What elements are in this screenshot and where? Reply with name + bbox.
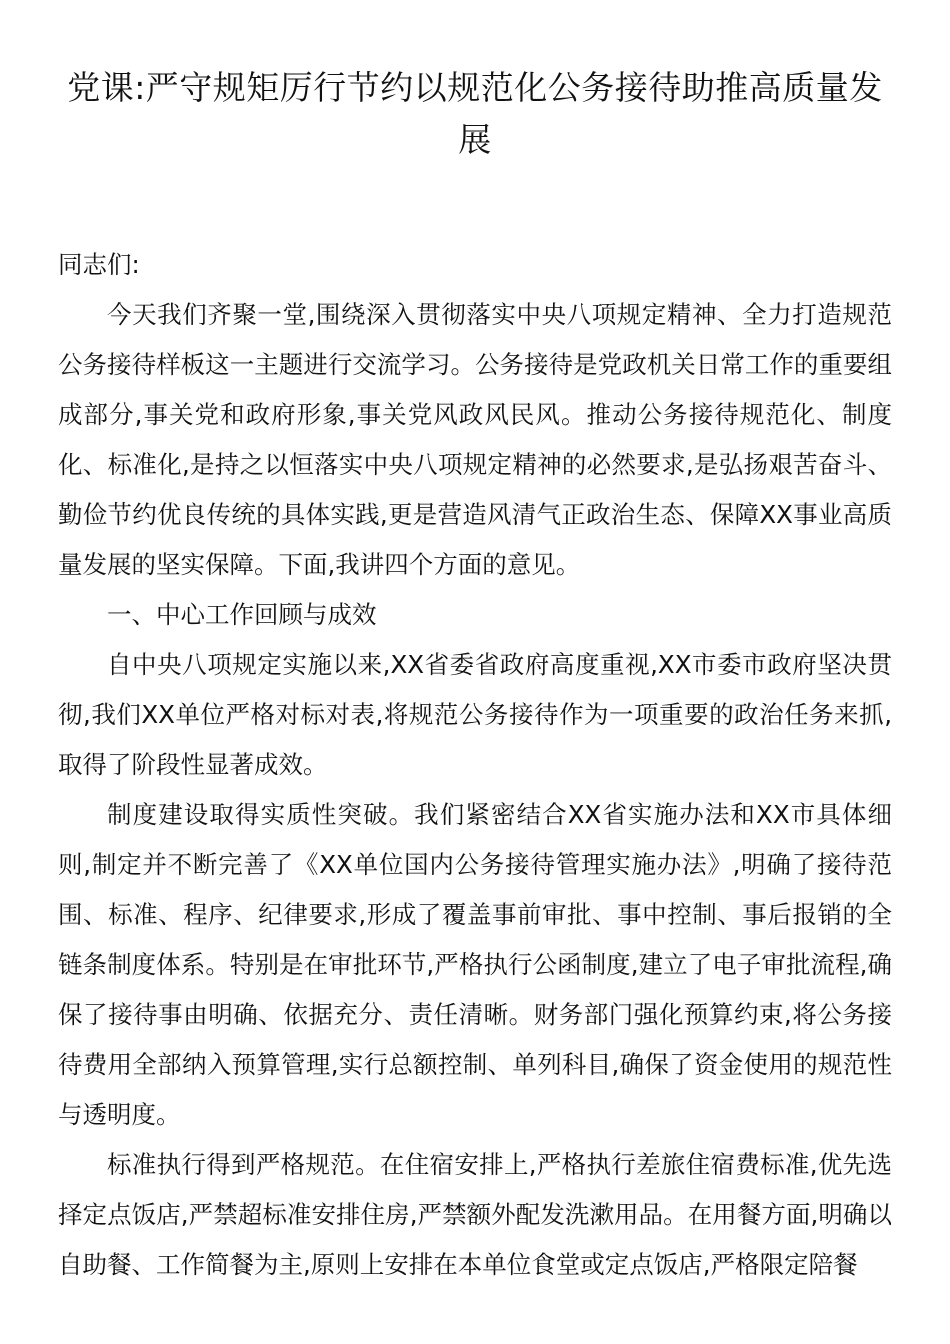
document-body [58, 240, 892, 1290]
document-title: 党课:严守规矩厉行节约以规范化公务接待助推高质量发展 [67, 68, 883, 159]
section-heading-1: 一、中心工作回顾与成效 [107, 600, 377, 629]
paragraph-intro: 今天我们齐聚一堂,围绕深入贯彻落实中央八项规定精神、全力打造规范公务接待样板这一主题进行交流学习。公务接待是党政机关日常工作的重要组成部分,事关党和政府形象,事关党风政风民风。推动公务接待规范化、制度化、标准化,是持之以恒落实中央八项规定精神的必然要求,是弘扬艰苦奋斗、勤俭节约优良传统的具体实践,更是营造风清气正政治生态、保障XX事业高质量发展的坚实保障。下面,我讲四个方面的意见。 [58, 300, 892, 579]
greeting: 同志们: [58, 250, 140, 279]
paragraph-review: 自中央八项规定实施以来,XX省委省政府高度重视,XX市委市政府坚决贯彻,我们XX单位严格对标对表,将规范公务接待作为一项重要的政治任务来抓,取得了阶段性显著成效。 [58, 650, 892, 779]
paragraph-system-building: 制度建设取得实质性突破。我们紧密结合XX省实施办法和XX市具体细则,制定并不断完善了《XX单位国内公务接待管理实施办法》,明确了接待范围、标准、程序、纪律要求,形成了覆盖事前审批、事中控制、事后报销的全链条制度体系。特别是在审批环节,严格执行公函制度,建立了电子审批流程,确保了接待事由明确、依据充分、责任清晰。财务部门强化预算约束,将公务接待费用全部纳入预算管理,实行总额控制、单列科目,确保了资金使用的规范性与透明度。 [58, 800, 892, 1129]
paragraph-standards: 标准执行得到严格规范。在住宿安排上,严格执行差旅住宿费标准,优先选择定点饭店,严禁超标准安排住房,严禁额外配发洗漱用品。在用餐方面,明确以自助餐、工作简餐为主,原则上安排在本单位食堂或定点饭店,严格限定陪餐 [58, 1150, 892, 1279]
